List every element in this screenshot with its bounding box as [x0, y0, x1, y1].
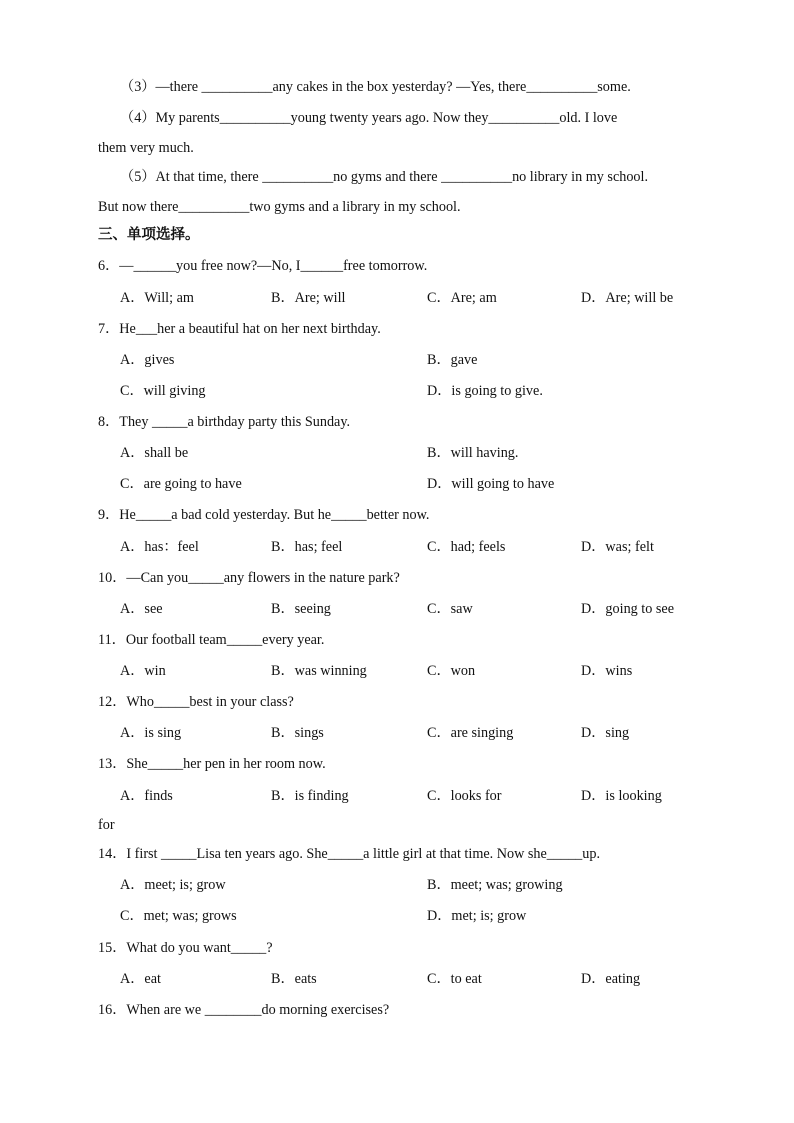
- fill-in-item-5-continued: But now there__________two gyms and a library in my school.: [98, 199, 461, 215]
- question-9-option-d[interactable]: D．was; felt: [581, 539, 654, 555]
- question-7-stem: 7．He___her a beautiful hat on her next birthday.: [98, 321, 381, 337]
- question-6-option-d[interactable]: D．Are; will be: [581, 290, 674, 306]
- question-9-option-c[interactable]: C．had; feels: [427, 539, 506, 555]
- question-10-option-b[interactable]: B．seeing: [271, 601, 331, 617]
- question-6-option-a[interactable]: A．Will; am: [120, 290, 194, 306]
- question-13-option-b[interactable]: B．is finding: [271, 788, 349, 804]
- question-8-stem: 8．They _____a birthday party this Sunday.: [98, 414, 351, 430]
- question-10-stem: 10．—Can you_____any flowers in the nature park?: [98, 570, 400, 586]
- question-12-option-c[interactable]: C．are singing: [427, 725, 514, 741]
- question-13-option-c[interactable]: C．looks for: [427, 788, 502, 804]
- question-14-option-b[interactable]: B．meet; was; growing: [427, 877, 563, 893]
- question-11-option-a[interactable]: A．win: [120, 663, 166, 679]
- question-7-option-a[interactable]: A．gives: [120, 352, 175, 368]
- question-6-option-b[interactable]: B．Are; will: [271, 290, 346, 306]
- question-13-option-d[interactable]: D．is looking: [581, 788, 662, 804]
- question-15-option-a[interactable]: A．eat: [120, 971, 161, 987]
- question-15-option-b[interactable]: B．eats: [271, 971, 317, 987]
- question-11-stem: 11．Our football team_____every year.: [98, 632, 325, 648]
- question-13-option-a[interactable]: A．finds: [120, 788, 173, 804]
- fill-in-item-4: （4）My parents__________young twenty years ago. Now they__________old. I love: [120, 110, 618, 126]
- question-7-option-b[interactable]: B．gave: [427, 352, 478, 368]
- question-6-stem: 6．—______you free now?—No, I______free tomorrow.: [98, 258, 428, 274]
- question-15-stem: 15．What do you want_____?: [98, 940, 273, 956]
- fill-in-item-4-continued: them very much.: [98, 140, 194, 156]
- question-9-option-a[interactable]: A．has：feel: [120, 539, 199, 555]
- question-11-option-b[interactable]: B．was winning: [271, 663, 367, 679]
- question-12-option-d[interactable]: D．sing: [581, 725, 630, 741]
- question-15-option-c[interactable]: C．to eat: [427, 971, 482, 987]
- question-12-option-a[interactable]: A．is sing: [120, 725, 182, 741]
- question-6-option-c[interactable]: C．Are; am: [427, 290, 497, 306]
- question-9-stem: 9．He_____a bad cold yesterday. But he_____better now.: [98, 507, 430, 523]
- question-14-option-a[interactable]: A．meet; is; grow: [120, 877, 226, 893]
- question-10-option-c[interactable]: C．saw: [427, 601, 473, 617]
- question-10-option-d[interactable]: D．going to see: [581, 601, 674, 617]
- question-8-option-d[interactable]: D．will going to have: [427, 476, 555, 492]
- question-12-stem: 12．Who_____best in your class?: [98, 694, 294, 710]
- question-14-option-c[interactable]: C．met; was; grows: [120, 908, 237, 924]
- question-8-option-a[interactable]: A．shall be: [120, 445, 189, 461]
- question-15-option-d[interactable]: D．eating: [581, 971, 641, 987]
- question-11-option-c[interactable]: C．won: [427, 663, 476, 679]
- question-11-option-d[interactable]: D．wins: [581, 663, 633, 679]
- question-14-stem: 14．I first _____Lisa ten years ago. She_____a little girl at that time. Now she_____up.: [98, 846, 600, 862]
- question-13-stem: 13．She_____her pen in her room now.: [98, 756, 326, 772]
- fill-in-item-5: （5）At that time, there __________no gyms and there __________no library in my school.: [120, 169, 649, 185]
- question-8-option-b[interactable]: B．will having.: [427, 445, 519, 461]
- question-13-option-d-wrap: for: [98, 817, 115, 833]
- question-9-option-b[interactable]: B．has; feel: [271, 539, 343, 555]
- question-10-option-a[interactable]: A．see: [120, 601, 163, 617]
- question-12-option-b[interactable]: B．sings: [271, 725, 324, 741]
- question-7-option-d[interactable]: D．is going to give.: [427, 383, 543, 399]
- question-16-stem: 16．When are we ________do morning exercises?: [98, 1002, 390, 1018]
- question-14-option-d[interactable]: D．met; is; grow: [427, 908, 527, 924]
- fill-in-item-3: （3）—there __________any cakes in the box yesterday? —Yes, there__________some.: [120, 79, 631, 95]
- question-8-option-c[interactable]: C．are going to have: [120, 476, 242, 492]
- section-title: 三、单项选择。: [98, 227, 200, 243]
- question-7-option-c[interactable]: C．will giving: [120, 383, 206, 399]
